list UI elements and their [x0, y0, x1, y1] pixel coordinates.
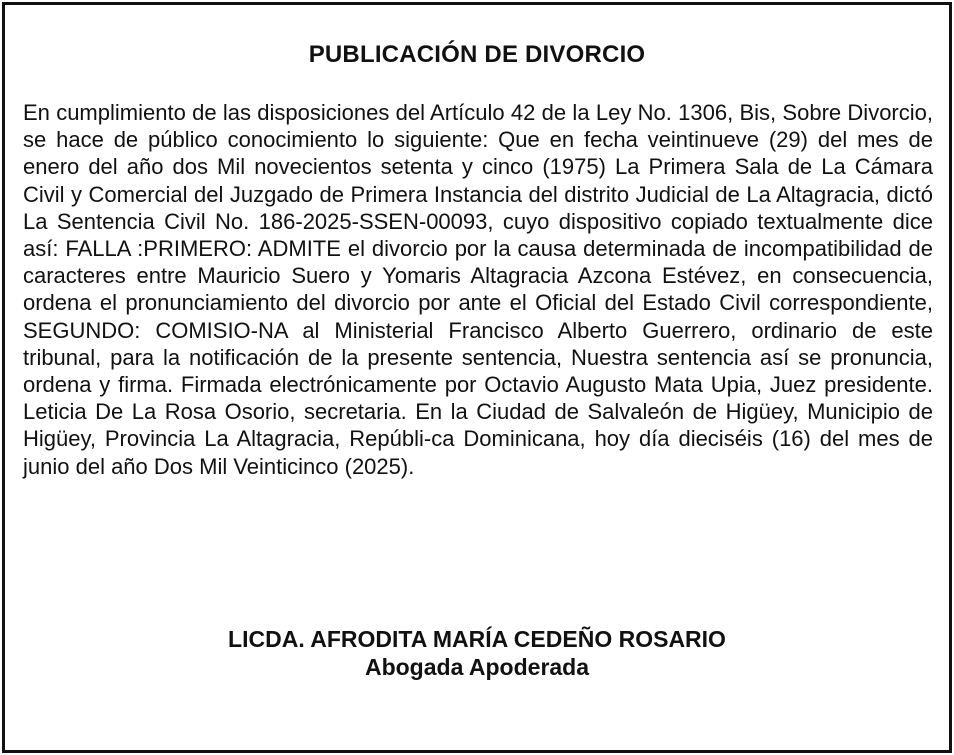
signature-block	[5, 625, 949, 681]
signature-role: Abogada Apoderada	[364, 654, 590, 680]
signature-name: LICDA. AFRODITA MARÍA CEDEÑO ROSARIO	[228, 626, 726, 652]
notice-title: PUBLICACIÓN DE DIVORCIO	[308, 41, 646, 68]
notice-frame	[2, 2, 952, 753]
notice-body-text: En cumplimiento de las disposiciones del Artículo 42 de la Ley No. 1306, Bis, Sobre Divorcio, se hace de público conocimiento lo siguiente: Que en fecha veintinueve (29) del mes de enero del año dos Mil novecientos setenta y cinco (1975) La Primera Sala de La Cámara Civil y Comercial del Juzgado de Primera Instancia del distrito Judicial de La Altagracia, dictó La Sentencia Civil No. 186-2025-SSEN-00093, cuyo dispositivo copiado textualmente dice así: FALLA :PRIMERO: ADMITE el divorcio por la causa determinada de incompatibilidad de caracteres entre Mauricio Suero y Yomaris Altagracia Azcona Estévez, en consecuencia, ordena el pronunciamiento del divorcio por ante el Oficial del Estado Civil correspondiente, SEGUNDO: COMISIO-NA al Ministerial Francisco Alberto Guerrero, ordinario de este tribunal, para la notificación de la presente sentencia, Nuestra sentencia así se pronuncia, ordena y firma. Firmada electrónicamente por Octavio Augusto Mata Upia, Juez presidente. Leticia De La Rosa Osorio, secretaria. En la Ciudad de Salvaleón de Higüey, Municipio de Higüey, Provincia La Altagracia, Repúbli-ca Dominicana, hoy día dieciséis (16) del mes de junio del año Dos Mil Veinticinco (2025).	[23, 100, 933, 479]
